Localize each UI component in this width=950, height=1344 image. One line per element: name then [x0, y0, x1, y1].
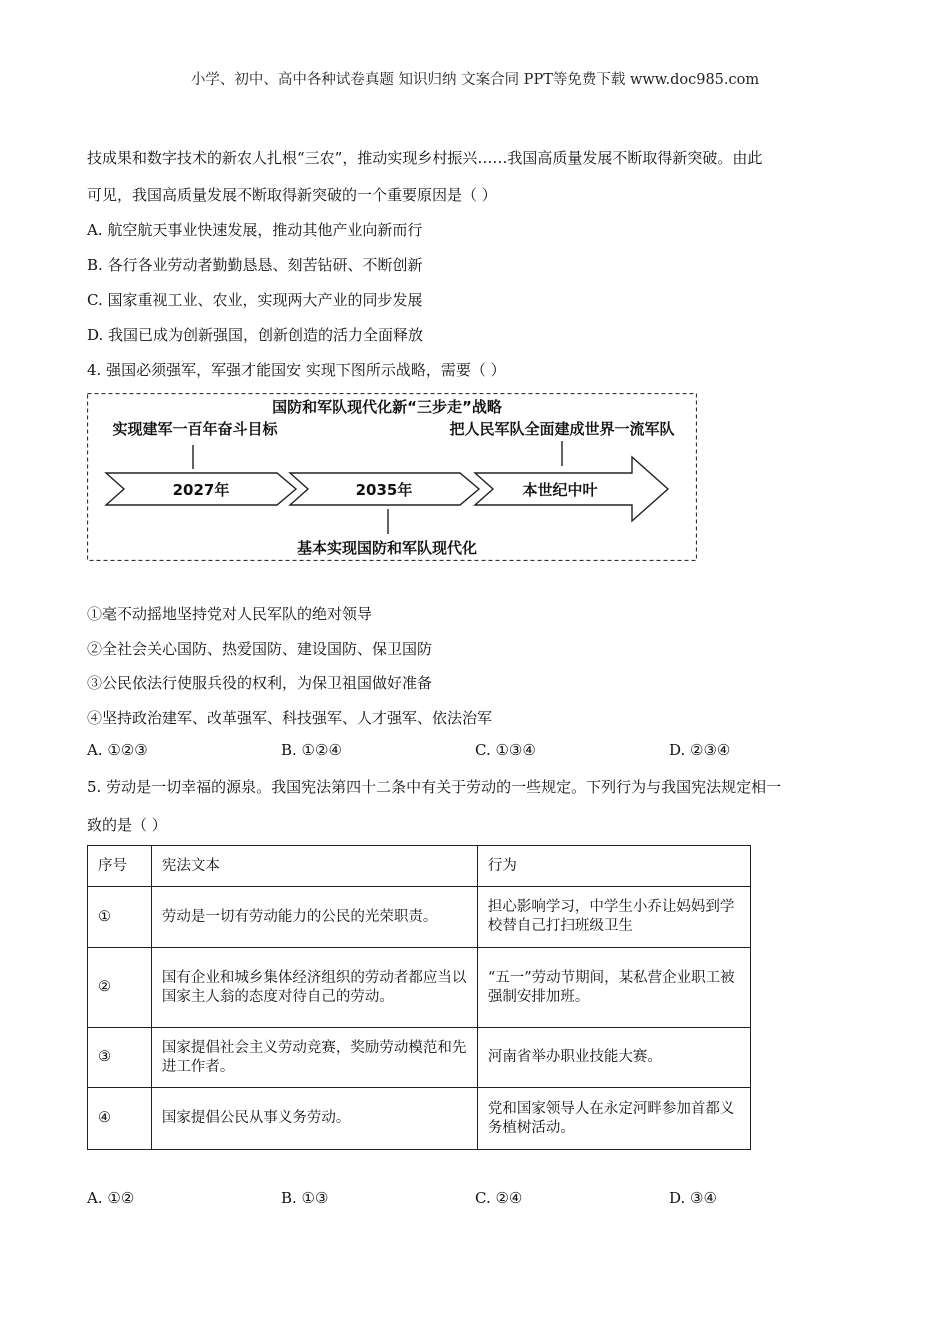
row-number: ④	[88, 1088, 152, 1150]
q4-option-a: A. ①②③	[87, 741, 148, 759]
row-law-text: 国有企业和城乡集体经济组织的劳动者都应当以国家主人翁的态度对待自己的劳动。	[151, 948, 477, 1028]
row-number: ②	[88, 948, 152, 1028]
stage-midcentury-label: 本世纪中叶	[522, 481, 598, 499]
q3-stem-line2: 可见，我国高质量发展不断取得新突破的一个重要原因是（ ）	[87, 186, 497, 204]
q4-statement-4: ④坚持政治建军、改革强军、科技强军、人才强军、依法治军	[87, 709, 493, 727]
header-number: 序号	[88, 846, 152, 887]
stage-2035-label: 2035年	[355, 481, 413, 499]
q4-option-c: C. ①③④	[475, 741, 536, 759]
q4-statement-3: ③公民依法行使服兵役的权利，为保卫祖国做好准备	[87, 674, 433, 692]
q3-option-b: B. 各行各业劳动者勤勤恳恳、刻苦钻研、不断创新	[87, 256, 423, 274]
q5-option-c: C. ②④	[475, 1189, 523, 1207]
row-behavior: 党和国家领导人在永定河畔参加首都义务植树活动。	[477, 1088, 750, 1150]
stage-2027-label: 2027年	[172, 481, 230, 499]
diagram-bottom-label: 基本实现国防和军队现代化	[296, 539, 478, 557]
row-law-text: 国家提倡社会主义劳动竞赛，奖励劳动模范和先进工作者。	[151, 1028, 477, 1088]
q4-stem: 4. 强国必须强军，军强才能国安 实现下图所示战略，需要（ ）	[87, 361, 506, 379]
q3-option-d: D. 我国已成为创新强国，创新创造的活力全面释放	[87, 326, 424, 344]
diagram-top-right-label: 把人民军队全面建成世界一流军队	[449, 420, 675, 438]
table-header-row	[88, 846, 751, 887]
header-behavior: 行为	[477, 846, 750, 887]
q3-option-a: A. 航空航天事业快速发展，推动其他产业向新而行	[87, 221, 423, 239]
table-row	[88, 1028, 751, 1088]
q5-option-b: B. ①③	[281, 1189, 329, 1207]
row-number: ③	[88, 1028, 152, 1088]
diagram-title: 国防和军队现代化新“三步走”战略	[272, 398, 502, 416]
q4-option-d: D. ②③④	[669, 741, 731, 759]
constitution-table	[87, 845, 751, 1150]
q5-stem-line1: 5. 劳动是一切幸福的源泉。我国宪法第四十二条中有关于劳动的一些规定。下列行为与我国宪法规定相一	[87, 778, 782, 796]
row-number: ①	[88, 887, 152, 948]
row-behavior: 担心影响学习，中学生小乔让妈妈到学校替自己打扫班级卫生	[477, 887, 750, 948]
row-law-text: 劳动是一切有劳动能力的公民的光荣职责。	[151, 887, 477, 948]
q4-statement-1: ①毫不动摇地坚持党对人民军队的绝对领导	[87, 605, 373, 623]
q3-option-c: C. 国家重视工业、农业，实现两大产业的同步发展	[87, 291, 423, 309]
q3-stem-line1: 技成果和数字技术的新农人扎根“三农”，推动实现乡村振兴……我国高质量发展不断取得新突破。由此	[87, 149, 763, 167]
table-row	[88, 887, 751, 948]
row-behavior: 河南省举办职业技能大赛。	[477, 1028, 750, 1088]
header-text: 宪法文本	[151, 846, 477, 887]
diagram-top-left-label: 实现建军一百年奋斗目标	[112, 420, 278, 438]
q5-option-a: A. ①②	[87, 1189, 135, 1207]
q5-option-d: D. ③④	[669, 1189, 717, 1207]
table-row	[88, 948, 751, 1028]
row-law-text: 国家提倡公民从事义务劳动。	[151, 1088, 477, 1150]
q5-stem-line2: 致的是（ ）	[87, 816, 167, 834]
q4-statement-2: ②全社会关心国防、热爱国防、建设国防、保卫国防	[87, 640, 433, 658]
strategy-diagram	[87, 393, 697, 561]
q4-option-b: B. ①②④	[281, 741, 342, 759]
page-header: 小学、初中、高中各种试卷真题 知识归纳 文案合同 PPT等免费下载 www.doc985.com	[190, 72, 760, 88]
row-behavior: “五一”劳动节期间，某私营企业职工被强制安排加班。	[477, 948, 750, 1028]
table-row	[88, 1088, 751, 1150]
